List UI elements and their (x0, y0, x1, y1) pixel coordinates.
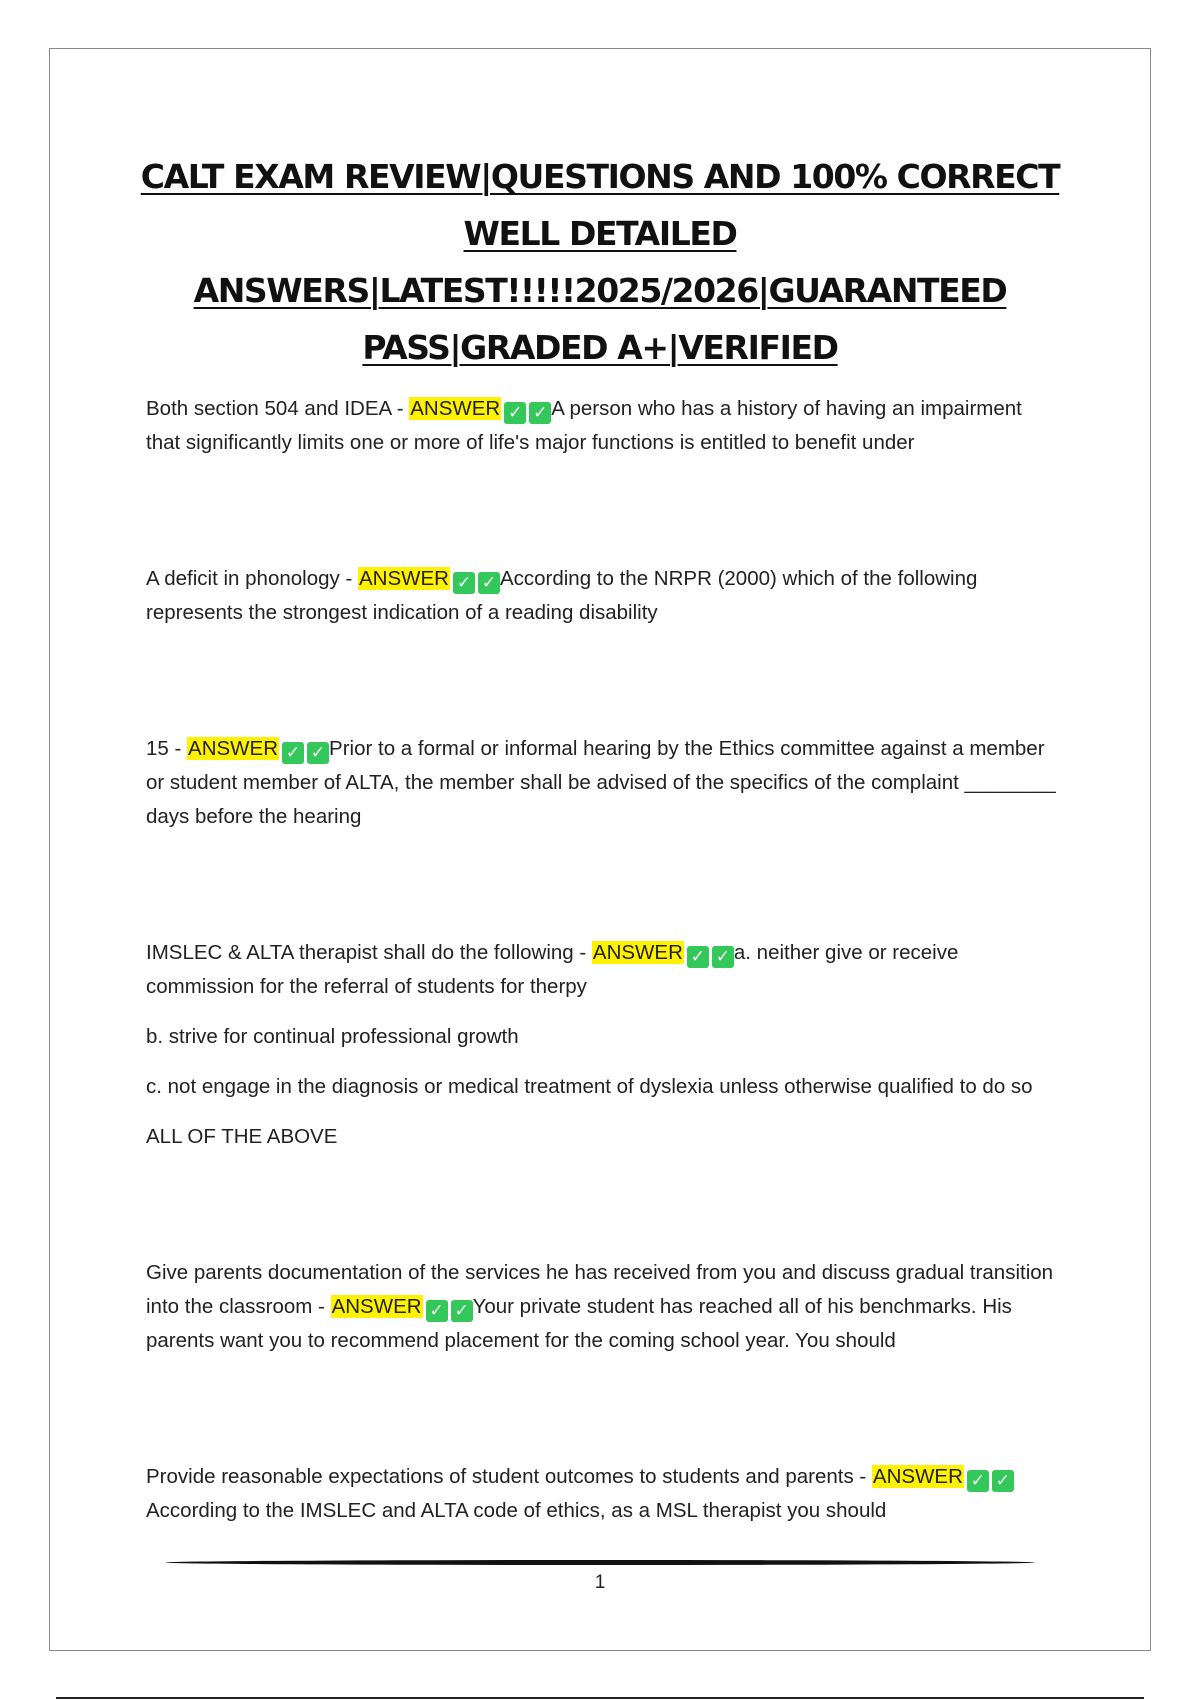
check-icon: ✓ (967, 1470, 989, 1492)
answer-text: IMSLEC & ALTA therapist shall do the following - (146, 941, 592, 964)
question-text: Your private student has reached all of his benchmarks. His parents want you to recommend placement for the coming school year. You should (146, 1295, 1012, 1352)
question-text: a. neither give or receive commission for the referral of students for therpy (146, 941, 959, 998)
answer-label: ANSWER (410, 397, 501, 420)
option-line: ALL OF THE ABOVE (146, 1125, 338, 1148)
title-line: CALT EXAM REVIEW|QUESTIONS AND 100% CORRECT (140, 157, 1060, 196)
answer-text: Provide reasonable expectations of student outcomes to students and parents - (146, 1465, 872, 1488)
check-icon: ✓ (687, 946, 709, 968)
qa-list (146, 392, 1061, 1528)
answer-label: ANSWER (331, 1295, 422, 1318)
qa-item (146, 1256, 1061, 1358)
title-line: WELL DETAILED (463, 214, 737, 253)
question-text: A person who has a history of having an impairment that significantly limits one or more of life's major functions is entitled to benefit under (146, 397, 1022, 454)
answer-label: ANSWER (872, 1465, 963, 1488)
check-icon: ✓ (451, 1300, 473, 1322)
footer-rule (165, 1560, 1035, 1565)
question-text: According to the IMSLEC and ALTA code of ethics, as a MSL therapist you should (146, 1499, 887, 1522)
page-number: 1 (594, 1572, 606, 1593)
option-line: c. not engage in the diagnosis or medical treatment of dyslexia unless otherwise qualified to do so (146, 1075, 1033, 1098)
answer-label: ANSWER (188, 737, 279, 760)
qa-item (146, 936, 1061, 1004)
check-icon: ✓ (478, 572, 500, 594)
check-icon: ✓ (307, 742, 329, 764)
qa-item (146, 732, 1061, 834)
title-line: PASS|GRADED A+|VERIFIED (362, 328, 838, 367)
answer-text: 15 - (146, 737, 188, 760)
answer-text: A deficit in phonology - (146, 567, 358, 590)
question-text: Prior to a formal or informal hearing by the Ethics committee against a member or student member of ALTA, the member shall be advised of the specifics of the complaint ________ days before the hearing (146, 737, 1056, 828)
check-icon: ✓ (453, 572, 475, 594)
bottom-divider (56, 1697, 1144, 1699)
check-icon: ✓ (712, 946, 734, 968)
answer-label: ANSWER (358, 567, 449, 590)
qa-item (146, 562, 1061, 630)
qa-item (146, 1460, 1061, 1528)
check-icon: ✓ (529, 402, 551, 424)
check-icon: ✓ (504, 402, 526, 424)
check-icon: ✓ (426, 1300, 448, 1322)
answer-text: Give parents documentation of the services he has received from you and discuss gradual transition into the classroom - (146, 1261, 1054, 1318)
title-line: ANSWERS|LATEST!!!!!2025/2026|GUARANTEED (193, 271, 1007, 310)
option-line: b. strive for continual professional growth (146, 1025, 519, 1048)
qa-item (146, 392, 1061, 460)
answer-text: Both section 504 and IDEA - (146, 397, 410, 420)
check-icon: ✓ (992, 1470, 1014, 1492)
question-text: According to the NRPR (2000) which of the following represents the strongest indication of a reading disability (146, 567, 978, 624)
document-title (130, 148, 1070, 376)
answer-label: ANSWER (592, 941, 683, 964)
check-icon: ✓ (282, 742, 304, 764)
